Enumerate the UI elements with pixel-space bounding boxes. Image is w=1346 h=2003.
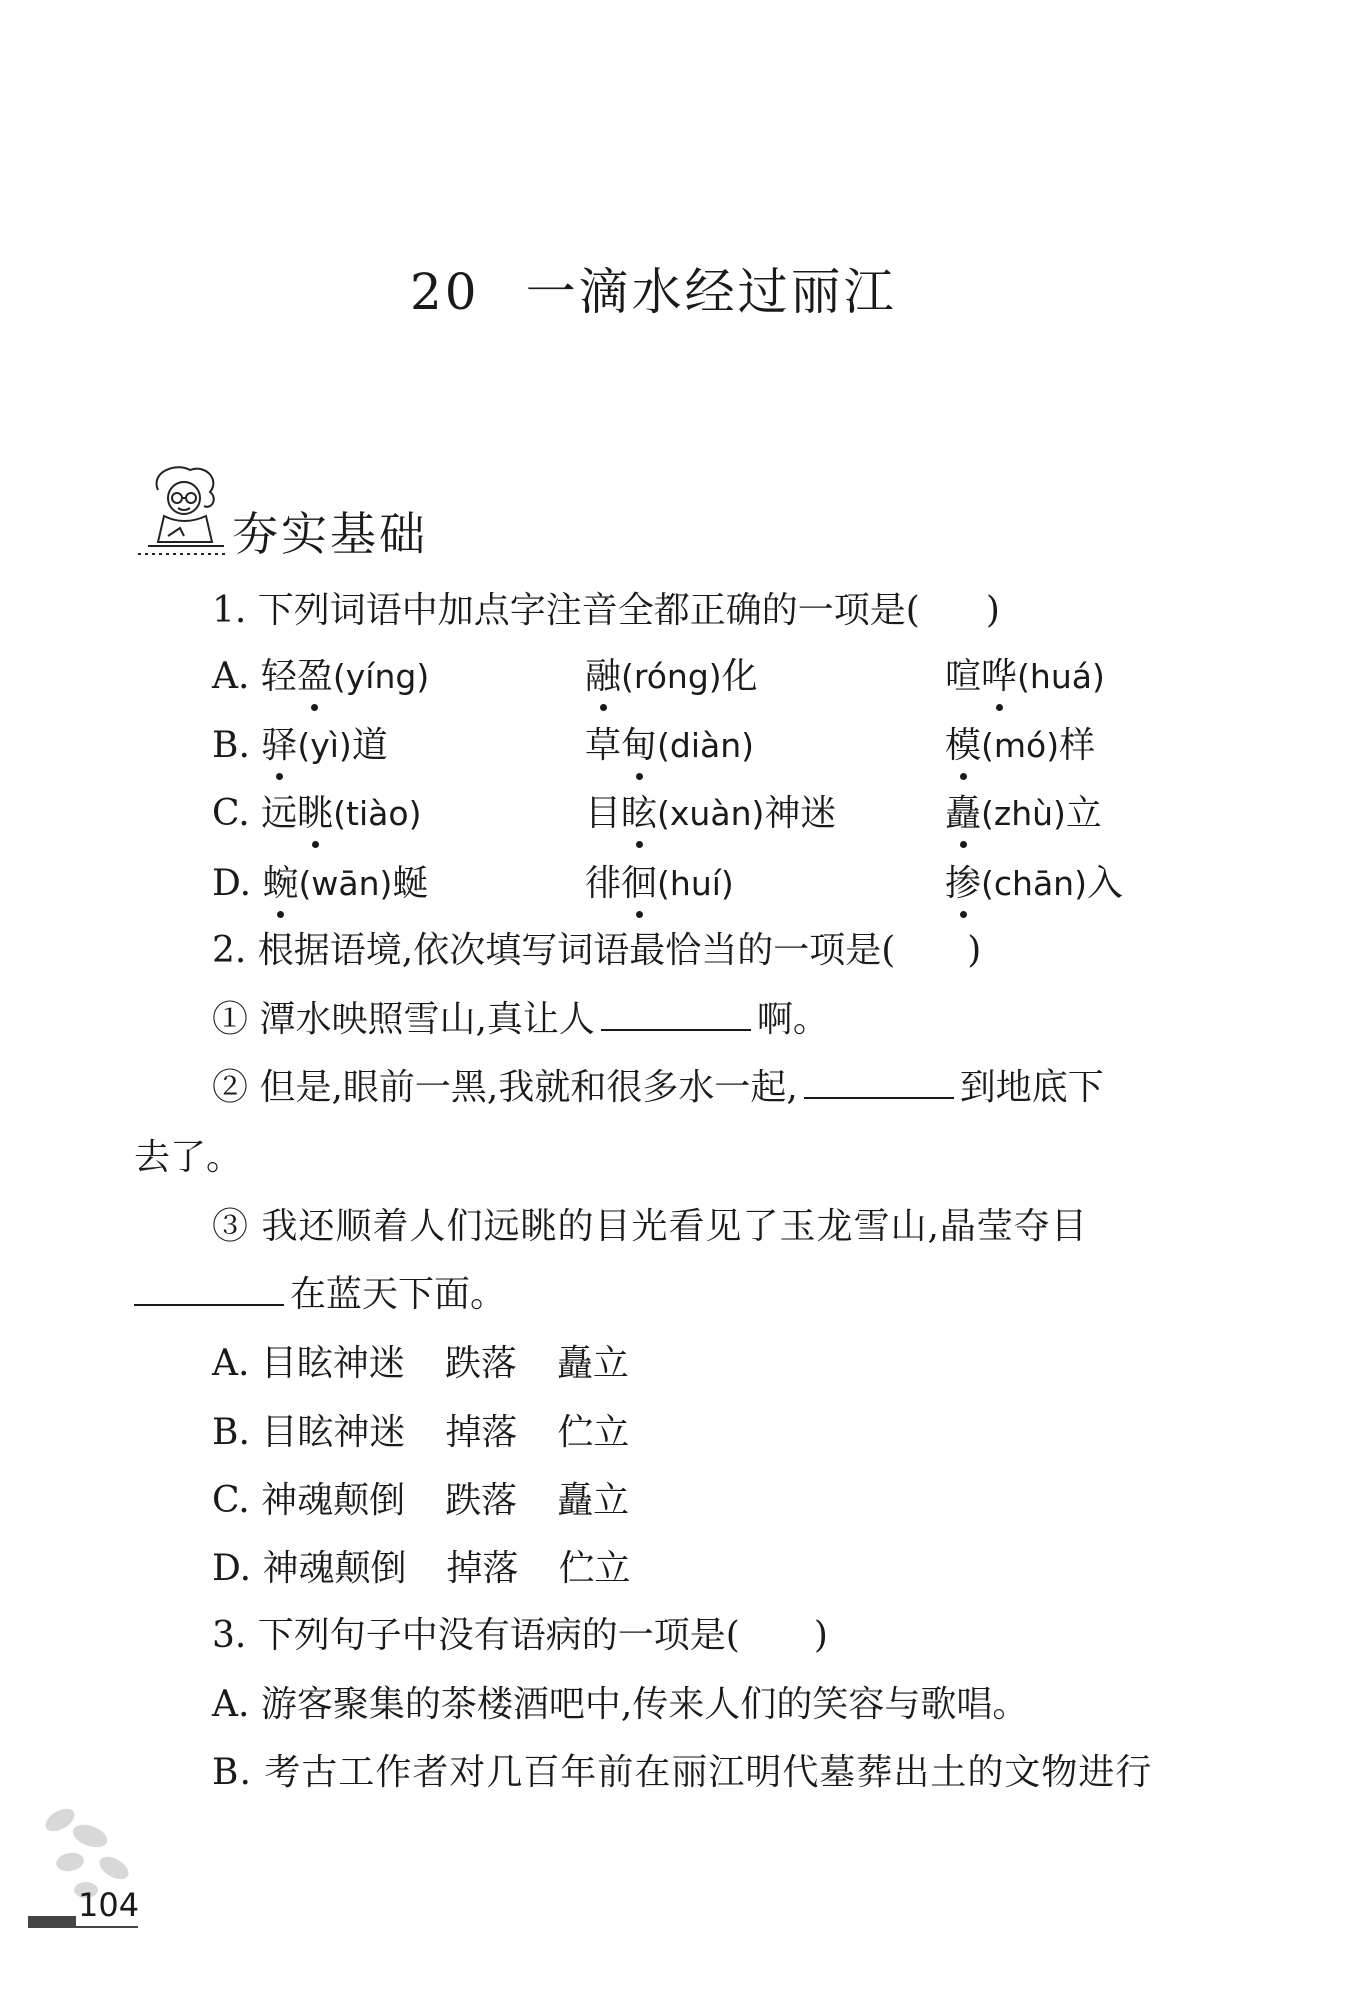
option-phrase-3: 矗立 bbox=[557, 1480, 630, 1521]
pinyin: (yíng) bbox=[332, 657, 430, 696]
question-2-sentence-3: ③ 我还顺着人们远眺的目光看见了玉龙雪山,晶莹夺目 bbox=[212, 1206, 1088, 1247]
question-2-stem bbox=[212, 929, 981, 973]
pinyin: (huá) bbox=[1017, 657, 1105, 696]
question-3-text: 3. 下列句子中没有语病的一项是( bbox=[212, 1615, 740, 1656]
question-3-option-b: B. 考古工作者对几百年前在丽江明代墓葬出土的文物进行 bbox=[212, 1752, 1153, 1793]
option-phrase-2: 掉落 bbox=[445, 1412, 518, 1453]
chapter-title-text: 一滴水经过丽江 bbox=[525, 263, 897, 321]
dotted-character: 甸 bbox=[621, 725, 658, 766]
dotted-character: 融 bbox=[585, 656, 622, 697]
question-3-option-a: A. 游客聚集的茶楼酒吧中,传来人们的笑容与歌唱。 bbox=[212, 1684, 1029, 1725]
pinyin: (mó) bbox=[981, 726, 1060, 765]
word-prefix: 喧 bbox=[945, 656, 982, 697]
pinyin: (zhù) bbox=[981, 794, 1066, 833]
dotted-character: 掺 bbox=[945, 863, 982, 904]
option-phrase-3: 矗立 bbox=[556, 1343, 629, 1384]
word-prefix: D. bbox=[212, 863, 263, 904]
question-2-option-d bbox=[212, 1547, 631, 1591]
question-3-stem bbox=[212, 1614, 828, 1658]
question-2-text: 2. 根据语境,依次填写词语最恰当的一项是( bbox=[212, 930, 896, 971]
word-suffix: 立 bbox=[1065, 793, 1102, 834]
question-2-sentence-2-cont: 去了。 bbox=[134, 1137, 243, 1178]
word-prefix: 目 bbox=[585, 793, 622, 834]
word-prefix: A. 轻 bbox=[212, 656, 297, 697]
question-1-option-a-word-1 bbox=[212, 655, 429, 699]
option-phrase-2: 跌落 bbox=[444, 1343, 517, 1384]
fill-blank-1[interactable] bbox=[601, 999, 751, 1031]
sentence-2-end: 到地底下 bbox=[959, 1067, 1104, 1108]
pinyin: (tiào) bbox=[333, 794, 422, 833]
word-suffix: 蜒 bbox=[392, 863, 429, 904]
question-2-sentence-1 bbox=[212, 998, 829, 1042]
option-phrase-2: 掉落 bbox=[446, 1548, 519, 1589]
pinyin: (yì) bbox=[297, 726, 352, 765]
question-1-option-a-word-2 bbox=[585, 655, 758, 699]
dotted-character: 徊 bbox=[621, 863, 658, 904]
word-prefix: B. bbox=[212, 725, 262, 766]
dotted-character: 眩 bbox=[621, 793, 658, 834]
pinyin: (chān) bbox=[981, 864, 1087, 903]
option-phrase-3: 伫立 bbox=[557, 1412, 630, 1453]
question-1-text: 1. 下列词语中加点字注音全都正确的一项是( bbox=[212, 590, 920, 631]
pinyin: (róng) bbox=[621, 657, 722, 696]
chapter-number: 20 bbox=[410, 263, 480, 321]
question-1-option-b-word-3 bbox=[945, 724, 1095, 768]
question-1-option-b-word-2 bbox=[585, 724, 754, 768]
dotted-character: 眺 bbox=[297, 793, 334, 834]
option-phrase-2: 跌落 bbox=[445, 1480, 518, 1521]
pinyin: (huí) bbox=[657, 864, 734, 903]
option-phrase-1: B. 目眩神迷 bbox=[212, 1412, 406, 1453]
question-1-option-d-word-2 bbox=[585, 862, 734, 906]
option-phrase-1: C. 神魂颠倒 bbox=[212, 1480, 406, 1521]
dotted-character: 盈 bbox=[296, 656, 333, 697]
word-suffix: 神迷 bbox=[764, 793, 837, 834]
question-2-close-paren: ) bbox=[967, 930, 982, 971]
question-2-option-a bbox=[212, 1342, 629, 1386]
page-number-bar bbox=[28, 1916, 76, 1926]
pinyin: (diàn) bbox=[657, 726, 755, 765]
question-1-option-c-word-2 bbox=[585, 792, 836, 836]
question-1-option-a-word-3 bbox=[945, 655, 1105, 699]
word-suffix: 入 bbox=[1086, 863, 1123, 904]
question-2-sentence-3-cont bbox=[134, 1273, 506, 1317]
question-2-sentence-2 bbox=[212, 1066, 1104, 1110]
word-prefix: 徘 bbox=[585, 863, 622, 904]
word-prefix: 草 bbox=[585, 725, 622, 766]
question-2-option-b bbox=[212, 1411, 629, 1455]
word-suffix: 样 bbox=[1059, 725, 1096, 766]
fill-blank-3[interactable] bbox=[134, 1274, 284, 1306]
question-1-option-c-word-3 bbox=[945, 792, 1102, 836]
option-phrase-1: D. 神魂颠倒 bbox=[212, 1548, 407, 1589]
question-2-option-c bbox=[212, 1479, 629, 1523]
word-prefix: C. 远 bbox=[212, 793, 298, 834]
option-phrase-3: 伫立 bbox=[558, 1548, 631, 1589]
pinyin: (wān) bbox=[298, 864, 393, 903]
question-1-option-b-word-1 bbox=[212, 724, 388, 768]
question-1-option-c-word-1 bbox=[212, 792, 421, 836]
word-suffix: 化 bbox=[721, 656, 758, 697]
page-number-underline bbox=[28, 1926, 138, 1928]
sentence-1-text: ① 潭水映照雪山,真让人 bbox=[212, 999, 595, 1040]
option-phrase-1: A. 目眩神迷 bbox=[212, 1343, 405, 1384]
question-3-close-paren: ) bbox=[813, 1615, 828, 1656]
question-1-option-d-word-3 bbox=[945, 862, 1123, 906]
fill-blank-2[interactable] bbox=[804, 1067, 954, 1099]
question-1-stem bbox=[212, 589, 1000, 633]
page-number: 104 bbox=[78, 1886, 140, 1924]
question-1-close-paren: ) bbox=[985, 590, 1000, 631]
dotted-character: 矗 bbox=[945, 793, 982, 834]
pinyin: (xuàn) bbox=[657, 794, 765, 833]
sentence-1-end: 啊。 bbox=[756, 999, 829, 1040]
teacher-illustration-icon bbox=[128, 462, 238, 562]
sentence-2-text: ② 但是,眼前一黑,我就和很多水一起, bbox=[212, 1067, 798, 1108]
dotted-character: 驿 bbox=[261, 725, 298, 766]
word-suffix: 道 bbox=[351, 725, 388, 766]
dotted-character: 哗 bbox=[981, 656, 1018, 697]
dotted-character: 模 bbox=[945, 725, 982, 766]
dotted-character: 蜿 bbox=[262, 863, 299, 904]
question-1-option-d-word-1 bbox=[212, 862, 428, 906]
chapter-title bbox=[410, 252, 897, 324]
sentence-3-end: 在蓝天下面。 bbox=[290, 1274, 507, 1315]
section-title: 夯实基础 bbox=[232, 507, 428, 561]
